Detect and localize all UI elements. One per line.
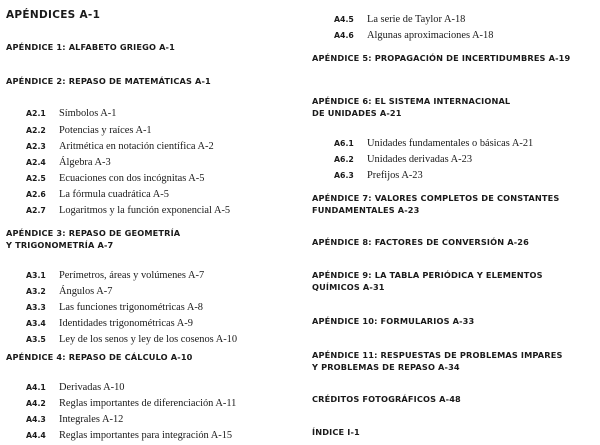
toc-entry-apendice-1[interactable]: APÉNDICE 1: ALFABETO GRIEGO A-1	[6, 42, 175, 52]
toc-item-a2-1[interactable]	[26, 103, 117, 119]
item-number: A3.3	[26, 303, 46, 312]
item-number: A4.6	[334, 31, 354, 40]
toc-item-a3-1[interactable]	[26, 265, 205, 281]
toc-item-a3-5[interactable]	[26, 329, 238, 345]
toc-item-a6-1[interactable]	[334, 133, 534, 149]
toc-entry-apendice-6-line2[interactable]: DE UNIDADES A-21	[312, 108, 402, 118]
item-text: Reglas importantes de diferenciación A-11	[59, 398, 237, 409]
item-text: Reglas importantes para integración A-15	[59, 430, 233, 441]
page-title: APÉNDICES A-1	[6, 9, 101, 21]
item-text: Unidades derivadas A-23	[367, 154, 473, 165]
toc-entry-apendice-7-line1[interactable]: APÉNDICE 7: VALORES COMPLETOS DE CONSTANTES	[312, 193, 560, 203]
item-number: A3.4	[26, 319, 46, 328]
item-number: A4.1	[26, 383, 46, 392]
toc-item-a4-2[interactable]	[26, 393, 237, 409]
toc-entry-apendice-6-line1[interactable]: APÉNDICE 6: EL SISTEMA INTERNACIONAL	[312, 96, 511, 106]
toc-item-a2-7[interactable]	[26, 200, 231, 216]
item-text: Identidades trigonométricas A-9	[59, 318, 193, 329]
item-text: Perímetros, áreas y volúmenes A-7	[59, 270, 205, 281]
toc-item-a4-1[interactable]	[26, 377, 125, 393]
item-number: A6.3	[334, 171, 354, 180]
item-text: Símbolos A-1	[59, 108, 117, 119]
toc-entry-apendice-9-line1[interactable]: APÉNDICE 9: LA TABLA PERIÓDICA Y ELEMENTOS	[312, 270, 543, 280]
item-number: A2.6	[26, 190, 46, 199]
toc-item-a3-4[interactable]	[26, 313, 193, 329]
toc-entry-apendice-3-line2[interactable]: Y TRIGONOMETRÍA A-7	[6, 240, 114, 250]
toc-item-a3-3[interactable]	[26, 297, 203, 313]
item-text: La serie de Taylor A-18	[367, 14, 466, 25]
item-number: A2.5	[26, 174, 46, 183]
item-number: A4.4	[26, 431, 46, 440]
toc-entry-apendice-11-line1[interactable]: APÉNDICE 11: RESPUESTAS DE PROBLEMAS IMPARES	[312, 350, 563, 360]
item-text: Ecuaciones con dos incógnitas A-5	[59, 173, 205, 184]
toc-entry-apendice-3-line1[interactable]: APÉNDICE 3: REPASO DE GEOMETRÍA	[6, 228, 181, 238]
item-number: A3.1	[26, 271, 46, 280]
item-number: A4.3	[26, 415, 46, 424]
toc-entry-apendice-7-line2[interactable]: FUNDAMENTALES A-23	[312, 205, 420, 215]
toc-entry-creditos[interactable]: CRÉDITOS FOTOGRÁFICOS A-48	[312, 394, 461, 404]
toc-entry-apendice-8[interactable]: APÉNDICE 8: FACTORES DE CONVERSIÓN A-26	[312, 237, 529, 247]
toc-item-a4-4[interactable]	[26, 425, 233, 441]
toc-entry-apendice-2[interactable]: APÉNDICE 2: REPASO DE MATEMÁTICAS A-1	[6, 76, 211, 86]
item-number: A3.5	[26, 335, 46, 344]
item-number: A2.3	[26, 142, 46, 151]
toc-entry-apendice-4[interactable]: APÉNDICE 4: REPASO DE CÁLCULO A-10	[6, 352, 193, 362]
toc-item-a3-2[interactable]	[26, 281, 113, 297]
item-number: A3.2	[26, 287, 46, 296]
toc-item-a2-4[interactable]	[26, 152, 111, 168]
item-number: A6.2	[334, 155, 354, 164]
toc-item-a2-3[interactable]	[26, 136, 214, 152]
toc-item-a6-2[interactable]	[334, 149, 473, 165]
item-number: A2.7	[26, 206, 46, 215]
item-number: A4.2	[26, 399, 46, 408]
item-text: Prefijos A-23	[367, 170, 423, 181]
item-text: Potencias y raíces A-1	[59, 125, 152, 136]
toc-item-a4-6[interactable]	[334, 25, 494, 41]
toc-entry-indice[interactable]: ÍNDICE I-1	[312, 427, 360, 437]
toc-entry-apendice-11-line2[interactable]: Y PROBLEMAS DE REPASO A-34	[312, 362, 460, 372]
item-text: Las funciones trigonométricas A-8	[59, 302, 203, 313]
toc-item-a6-3[interactable]	[334, 165, 423, 181]
item-number: A2.2	[26, 126, 46, 135]
item-number: A4.5	[334, 15, 354, 24]
item-text: Algunas aproximaciones A-18	[367, 30, 494, 41]
item-text: Logaritmos y la función exponencial A-5	[59, 205, 231, 216]
toc-entry-apendice-9-line2[interactable]: QUÍMICOS A-31	[312, 282, 385, 292]
item-text: Integrales A-12	[59, 414, 124, 425]
toc-item-a2-2[interactable]	[26, 120, 152, 136]
toc-item-a2-5[interactable]	[26, 168, 205, 184]
item-text: Derivadas A-10	[59, 382, 125, 393]
item-text: Álgebra A-3	[59, 157, 111, 168]
toc-entry-apendice-10[interactable]: APÉNDICE 10: FORMULARIOS A-33	[312, 316, 475, 326]
item-text: Ángulos A-7	[59, 286, 113, 297]
item-number: A2.1	[26, 109, 46, 118]
item-text: La fórmula cuadrática A-5	[59, 189, 169, 200]
item-text: Unidades fundamentales o básicas A-21	[367, 138, 534, 149]
toc-entry-apendice-5[interactable]: APÉNDICE 5: PROPAGACIÓN DE INCERTIDUMBRES A-19	[312, 53, 571, 63]
toc-item-a4-5[interactable]	[334, 9, 466, 25]
item-text: Ley de los senos y ley de los cosenos A-10	[59, 334, 238, 345]
item-number: A2.4	[26, 158, 46, 167]
item-text: Aritmética en notación científica A-2	[59, 141, 214, 152]
toc-item-a2-6[interactable]	[26, 184, 169, 200]
toc-item-a4-3[interactable]	[26, 409, 124, 425]
item-number: A6.1	[334, 139, 354, 148]
